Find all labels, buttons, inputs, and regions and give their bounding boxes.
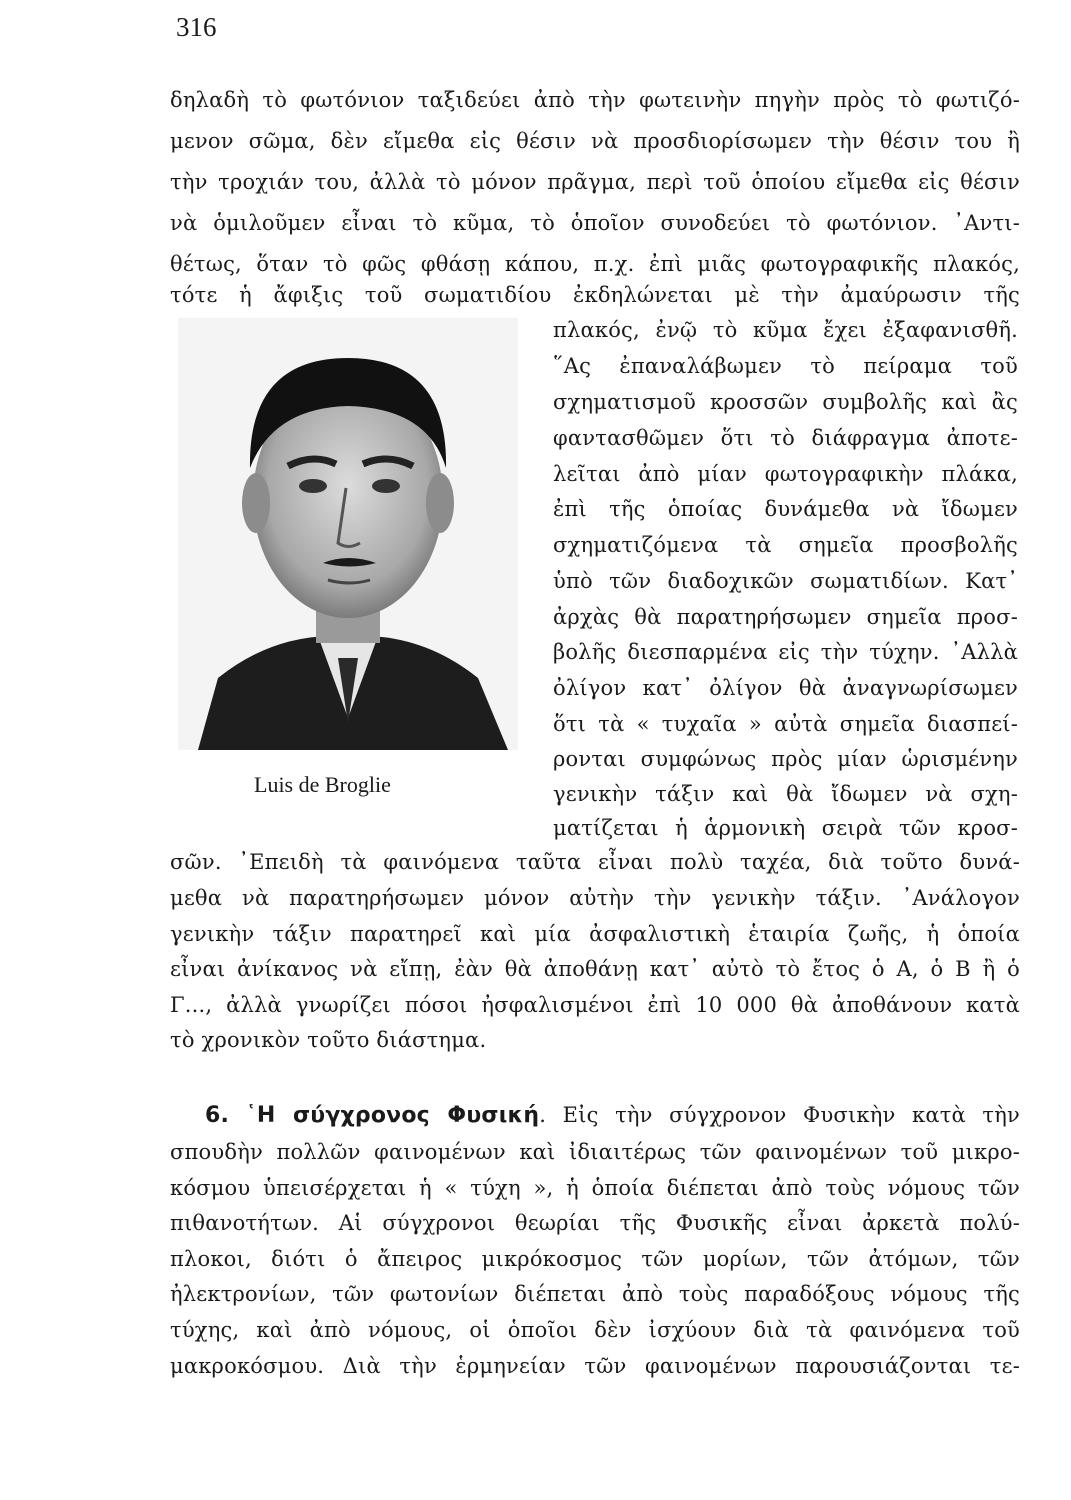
body-text-line: εἶναι ἀνίκανος νὰ εἴπῃ, ἐὰν θὰ ἀποθάνῃ κατ᾽ αὐτὸ τὸ ἔτος ὁ Α, ὁ Β ἢ ὁ: [170, 957, 1020, 981]
section-title: ῾Η σύγχρονος Φυσική: [245, 1103, 540, 1128]
section-first-line: [205, 1103, 1020, 1128]
body-text-line: δηλαδὴ τὸ φωτόνιον ταξιδεύει ἀπὸ τὴν φωτεινὴν πηγὴν πρὸς τὸ φωτιζό-: [170, 88, 1020, 112]
body-text-line: σῶν. ᾽Επειδὴ τὰ φαινόμενα ταῦτα εἶναι πολὺ ταχέα, διὰ τοῦτο δυνά-: [170, 850, 1020, 874]
body-text-line: ρονται συμφώνως πρὸς μίαν ὡρισμένην: [553, 747, 1018, 771]
body-text-line: μακροκόσμου. Διὰ τὴν ἑρμηνείαν τῶν φαινομένων παρουσιάζονται τε-: [170, 1354, 1020, 1378]
body-text-line: γενικὴν τάξιν καὶ θὰ ἴδωμεν νὰ σχη-: [553, 782, 1018, 806]
body-text-line: νὰ ὁμιλοῦμεν εἶναι τὸ κῦμα, τὸ ὁποῖον συνοδεύει τὸ φωτόνιον. ᾽Αντι-: [170, 211, 1020, 235]
section-first-line-text: . Εἰς τὴν σύγχρονον Φυσικὴν κατὰ τὴν: [539, 1103, 1020, 1127]
body-text-line: Γ..., ἀλλὰ γνωρίζει πόσοι ἠσφαλισμένοι ἐπὶ 10 000 θὰ ἀποθάνουν κατὰ: [170, 993, 1020, 1017]
body-text-line: μεθα νὰ παρατηρήσωμεν μόνον αὐτὴν τὴν γενικὴν τάξιν. ᾽Ανάλογον: [170, 886, 1020, 910]
body-text-line: ἠλεκτρονίων, τῶν φωτονίων διέπεται ἀπὸ τοὺς παραδόξους νόμους τῆς: [170, 1282, 1020, 1306]
body-text-line: λεῖται ἀπὸ μίαν φωτογραφικὴν πλάκα,: [553, 462, 1018, 486]
body-text-line: σχηματιζόμενα τὰ σημεῖα προσβολῆς: [553, 533, 1018, 557]
body-text-line: πλοκοι, διότι ὁ ἄπειρος μικρόκοσμος τῶν μορίων, τῶν ἀτόμων, τῶν: [170, 1247, 1020, 1271]
body-text-line: βολῆς διεσπαρμένα εἰς τὴν τύχην. ᾽Αλλὰ: [553, 640, 1018, 664]
body-text-line: πιθανοτήτων. Αἱ σύγχρονοι θεωρίαι τῆς Φυσικῆς εἶναι ἀρκετὰ πολύ-: [170, 1211, 1020, 1235]
body-text-line: σχηματισμοῦ κροσσῶν συμβολῆς καὶ ἂς: [553, 390, 1018, 414]
body-text-line: ματίζεται ἡ ἁρμονικὴ σειρὰ τῶν κροσ-: [553, 816, 1018, 840]
portrait-image: [178, 318, 518, 750]
body-text-line: θέτως, ὅταν τὸ φῶς φθάσῃ κάπου, π.χ. ἐπὶ μιᾶς φωτογραφικῆς πλακός,: [170, 252, 1020, 276]
body-text-line: ἐπὶ τῆς ὁποίας δυνάμεθα νὰ ἴδωμεν: [553, 497, 1018, 521]
photo-caption: Luis de Broglie: [254, 772, 391, 797]
page-number: 316: [176, 12, 217, 42]
body-text-line: φαντασθῶμεν ὅτι τὸ διάφραγμα ἀποτε-: [553, 426, 1018, 450]
body-text-line: τότε ἡ ἄφιξις τοῦ σωματιδίου ἐκδηλώνεται μὲ τὴν ἀμαύρωσιν τῆς: [170, 283, 1020, 307]
body-text-line: ὅτι τὰ « τυχαῖα » αὐτὰ σημεῖα διασπεί-: [553, 712, 1018, 736]
body-text-line: τὴν τροχιάν του, ἀλλὰ τὸ μόνον πρᾶγμα, περὶ τοῦ ὁποίου εἴμεθα εἰς θέσιν: [170, 170, 1020, 194]
body-text-line: ἀρχὰς θὰ παρατηρήσωμεν σημεῖα προσ-: [553, 605, 1018, 629]
body-text-line: ὀλίγον κατ᾽ ὀλίγον θὰ ἀναγνωρίσωμεν: [553, 676, 1018, 700]
body-text-line: πλακός, ἐνῷ τὸ κῦμα ἔχει ἐξαφανισθῆ.: [553, 318, 1018, 342]
body-text-line: τύχης, καὶ ἀπὸ νόμους, οἱ ὁποῖοι δὲν ἰσχύουν διὰ τὰ φαινόμενα τοῦ: [170, 1318, 1020, 1342]
body-text-line: σπουδὴν πολλῶν φαινομένων καὶ ἰδιαιτέρως τῶν φαινομένων τοῦ μικρο-: [170, 1140, 1020, 1164]
body-text-line: κόσμου ὑπεισέρχεται ἡ « τύχη », ἡ ὁποία διέπεται ἀπὸ τοὺς νόμους τῶν: [170, 1176, 1020, 1200]
body-text-line: ὑπὸ τῶν διαδοχικῶν σωματιδίων. Κατ᾽: [553, 569, 1018, 593]
body-text-line: τὸ χρονικὸν τοῦτο διάστημα.: [170, 1028, 487, 1052]
body-text-line: γενικὴν τάξιν παρατηρεῖ καὶ μία ἀσφαλιστικὴ ἑταιρία ζωῆς, ἡ ὁποία: [170, 922, 1020, 946]
body-text-line: μενον σῶμα, δὲν εἴμεθα εἰς θέσιν νὰ προσδιορίσωμεν τὴν θέσιν του ἢ: [170, 129, 1020, 153]
section-number: 6.: [205, 1103, 230, 1128]
body-text-line: ῞Ας ἐπαναλάβωμεν τὸ πείραμα τοῦ: [553, 354, 1018, 378]
portrait-photo: [178, 318, 518, 750]
